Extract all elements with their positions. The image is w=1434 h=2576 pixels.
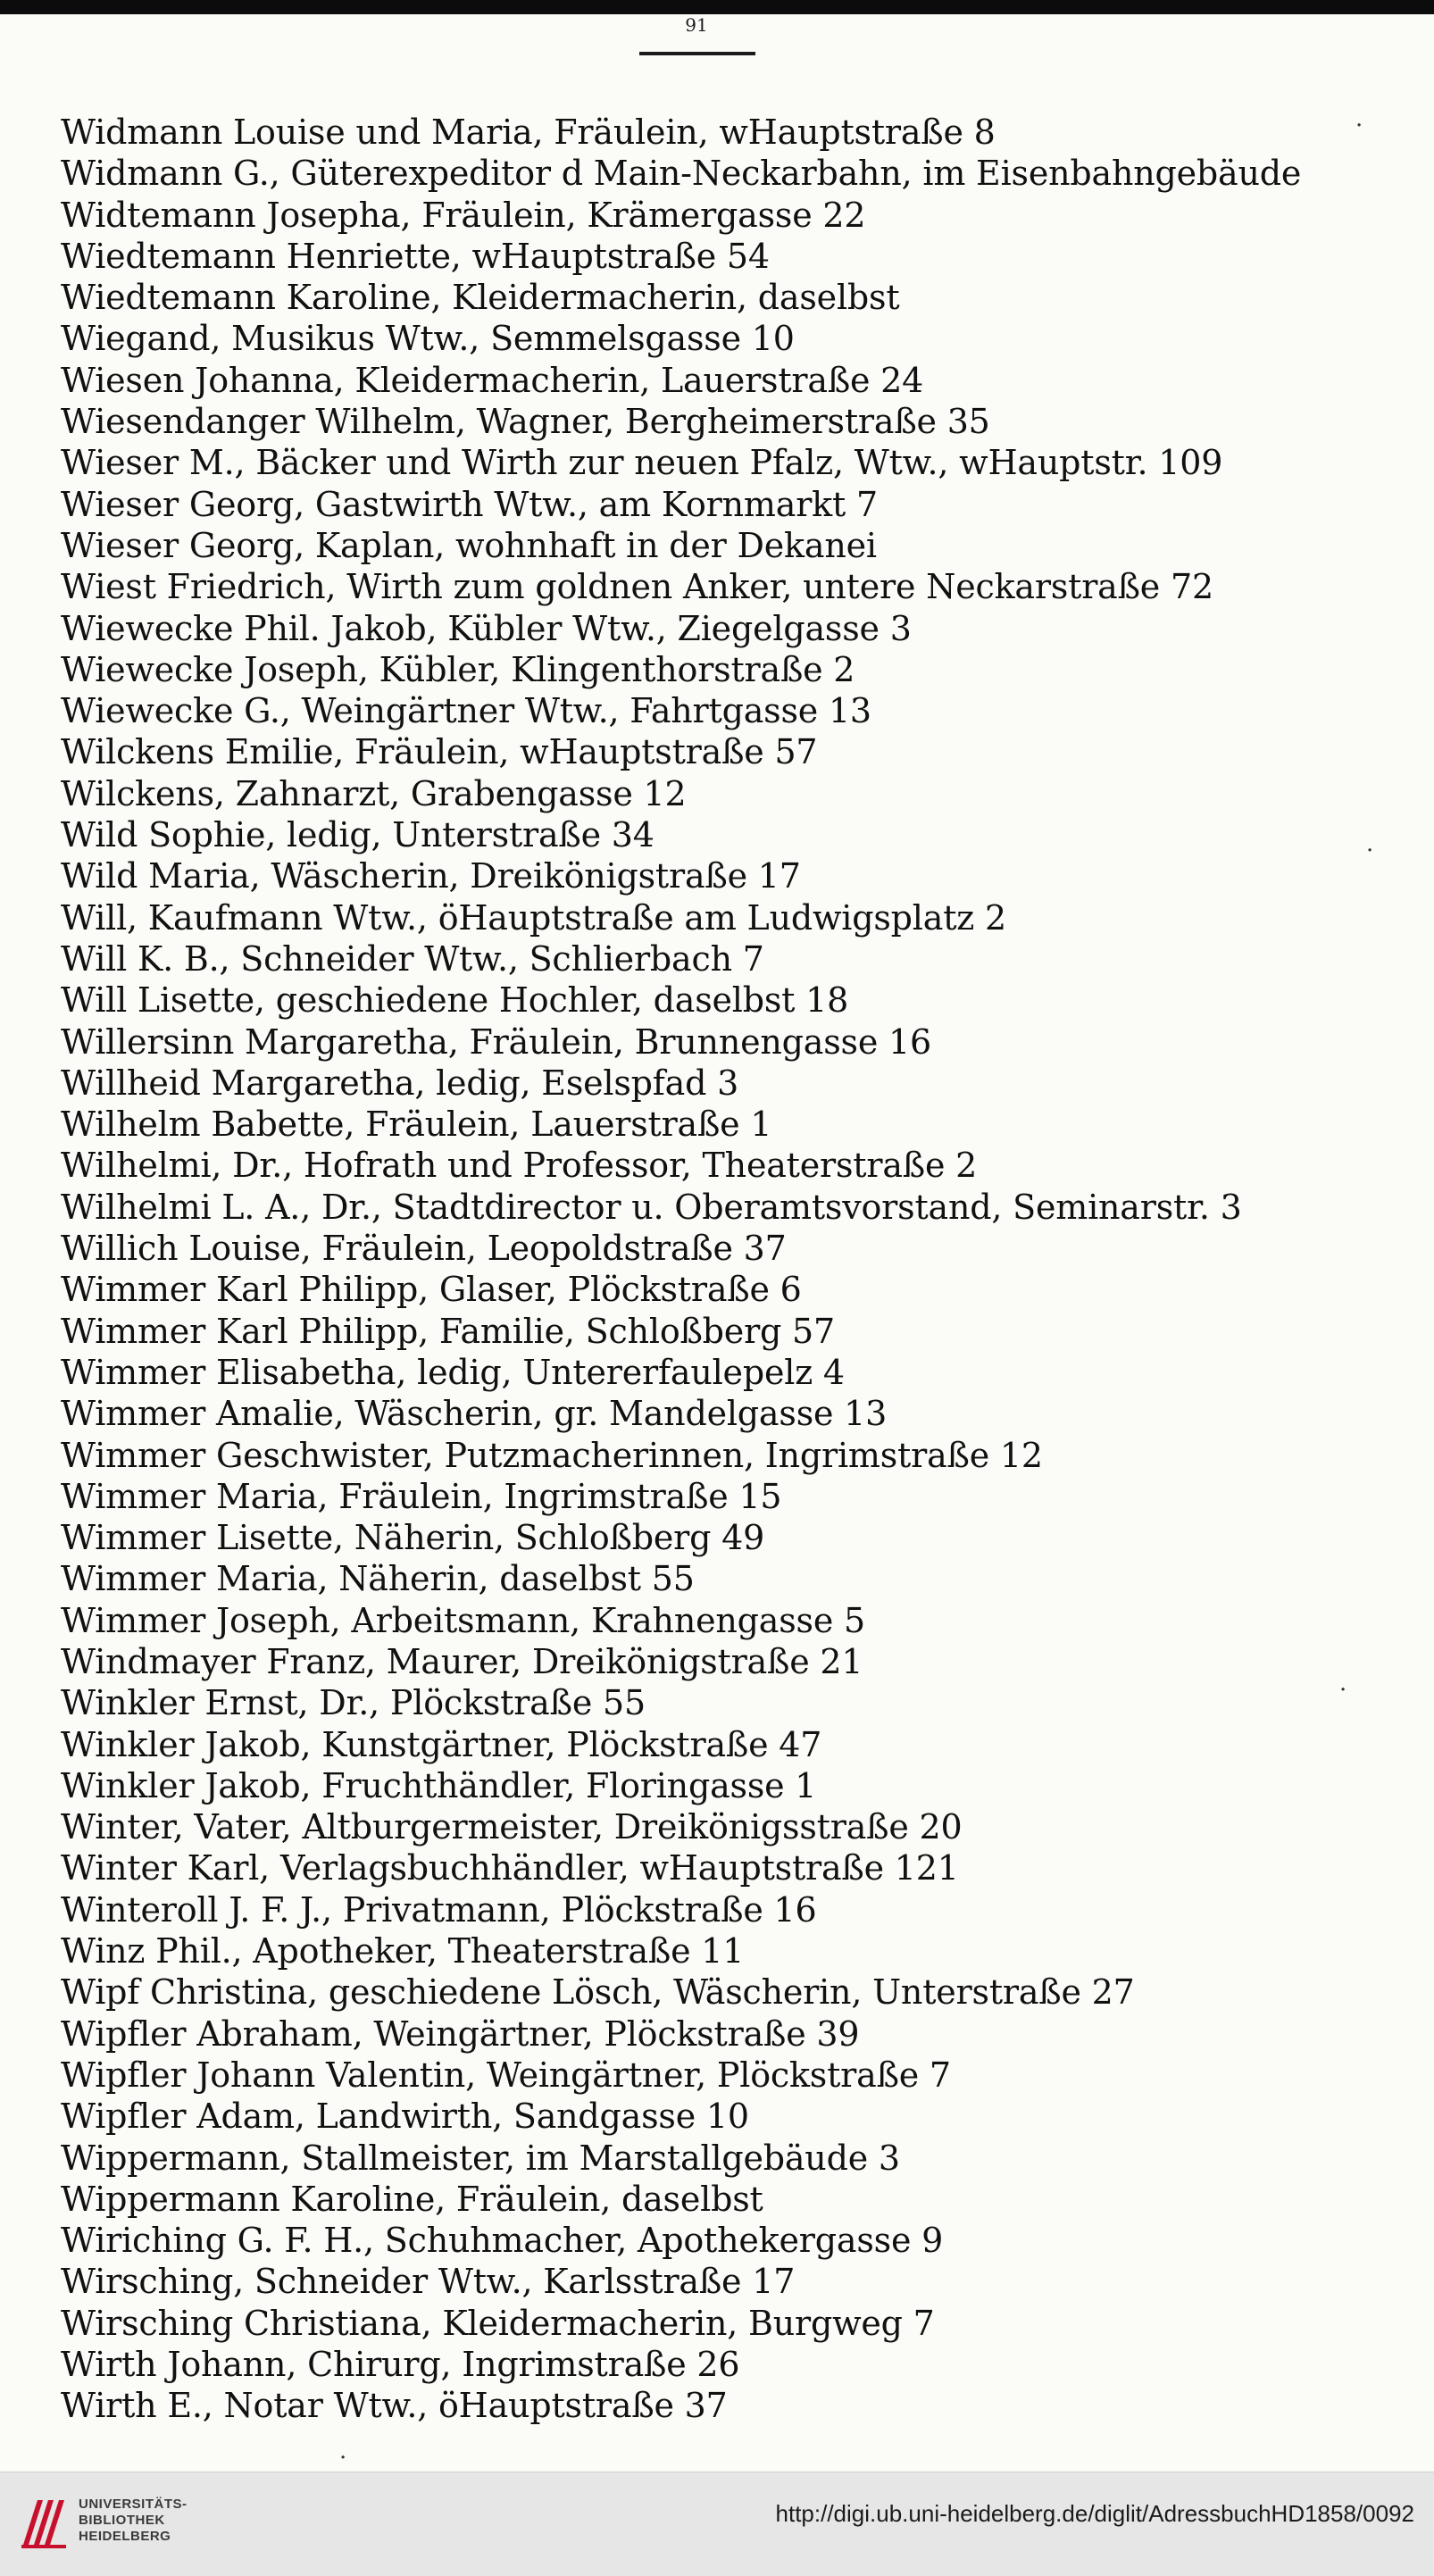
directory-entry: Wiedtemann Karoline, Kleidermacherin, daselbst	[61, 278, 900, 318]
directory-entry: Widmann G., Güterexpeditor d Main-Neckarbahn, im Eisenbahngebäude	[61, 154, 1302, 194]
directory-entry: Winkler Ernst, Dr., Plöckstraße 55	[61, 1683, 646, 1723]
library-name	[79, 2497, 266, 2545]
directory-entry: Wieser Georg, Gastwirth Wtw., am Kornmarkt 7	[61, 484, 878, 524]
directory-entry: Wiewecke Phil. Jakob, Kübler Wtw., Ziegelgasse 3	[61, 608, 912, 648]
directory-entry: Wipfler Adam, Landwirth, Sandgasse 10	[61, 2097, 749, 2137]
directory-entry: Winz Phil., Apotheker, Theaterstraße 11	[61, 1931, 745, 1972]
directory-entry: Wilhelmi, Dr., Hofrath und Professor, Theaterstraße 2	[61, 1146, 978, 1186]
directory-entry: Wirth Johann, Chirurg, Ingrimstraße 26	[61, 2345, 740, 2385]
directory-entry: Windmayer Franz, Maurer, Dreikönigstraße 21	[61, 1641, 863, 1681]
bleed-mark: ·	[1339, 1677, 1347, 1704]
directory-entry: Willersinn Margaretha, Fräulein, Brunnengasse 16	[61, 1021, 931, 1062]
directory-entry: Wiesen Johanna, Kleidermacherin, Lauerstraße 24	[61, 360, 924, 400]
directory-entry: Wiriching G. F. H., Schuhmacher, Apothekergasse 9	[61, 2221, 944, 2261]
library-name-line: HEIDELBERG	[79, 2529, 171, 2544]
directory-entry: Wilhelm Babette, Fräulein, Lauerstraße 1	[61, 1105, 772, 1145]
library-logo-icon	[16, 2491, 70, 2554]
directory-entry: Wippermann Karoline, Fräulein, daselbst	[61, 2179, 763, 2219]
directory-entry: Wiewecke G., Weingärtner Wtw., Fahrtgasse 13	[61, 691, 871, 731]
directory-entries	[61, 112, 1382, 2427]
directory-entry: Will Lisette, geschiedene Hochler, daselbst 18	[61, 980, 849, 1021]
top-border-rule	[0, 0, 1434, 14]
directory-entry: Wirsching, Schneider Wtw., Karlsstraße 17	[61, 2262, 796, 2302]
directory-entry: Will, Kaufmann Wtw., öHauptstraße am Ludwigsplatz 2	[61, 897, 1006, 938]
directory-entry: Wilckens, Zahnarzt, Grabengasse 12	[61, 773, 687, 813]
directory-entry: Winteroll J. F. J., Privatmann, Plöckstraße 16	[61, 1889, 817, 1930]
directory-entry: Wipfler Johann Valentin, Weingärtner, Plöckstraße 7	[61, 2055, 951, 2095]
directory-entry: Widmann Louise und Maria, Fräulein, wHauptstraße 8	[61, 113, 996, 152]
directory-entry: Wimmer Maria, Fräulein, Ingrimstraße 15	[61, 1476, 782, 1516]
directory-entry: Winkler Jakob, Kunstgärtner, Plöckstraße 47	[61, 1724, 822, 1764]
directory-entry: Will K. B., Schneider Wtw., Schlierbach 7	[61, 938, 764, 979]
directory-entry: Wimmer Elisabetha, ledig, Untererfaulepelz 4	[61, 1352, 845, 1392]
library-name-line: BIBLIOTHEK	[79, 2513, 165, 2528]
directory-entry: Wipfler Abraham, Weingärtner, Plöckstraße 39	[61, 2013, 860, 2054]
directory-entry: Wiegand, Musikus Wtw., Semmelsgasse 10	[61, 319, 795, 359]
library-name-line: UNIVERSITÄTS-	[79, 2497, 188, 2512]
directory-entry: Wirsching Christiana, Kleidermacherin, Burgweg 7	[61, 2303, 935, 2343]
source-url-link[interactable]: http://digi.ub.uni-heidelberg.de/diglit/AdressbuchHD1858/0092	[775, 2500, 1414, 2527]
directory-entry: Wieser Georg, Kaplan, wohnhaft in der Dekanei	[61, 525, 877, 565]
directory-entry: Wimmer Joseph, Arbeitsmann, Krahnengasse 5	[61, 1600, 865, 1640]
directory-entry: Wiesendanger Wilhelm, Wagner, Bergheimerstraße 35	[61, 402, 990, 442]
directory-entry: Wirth E., Notar Wtw., öHauptstraße 37	[61, 2386, 728, 2426]
directory-entry: Wimmer Karl Philipp, Glaser, Plöckstraße 6	[61, 1270, 802, 1310]
directory-entry: Wilhelmi L. A., Dr., Stadtdirector u. Oberamtsvorstand, Seminarstr. 3	[61, 1187, 1242, 1227]
directory-entry: Wieser M., Bäcker und Wirth zur neuen Pfalz, Wtw., wHauptstr. 109	[61, 443, 1223, 483]
directory-entry: Wimmer Karl Philipp, Familie, Schloßberg 57	[61, 1311, 836, 1351]
directory-entry: Wimmer Geschwister, Putzmacherinnen, Ingrimstraße 12	[61, 1435, 1043, 1475]
directory-entry: Winter, Vater, Altburgermeister, Dreikönigsstraße 20	[61, 1807, 963, 1847]
directory-entry: Winkler Jakob, Fruchthändler, Floringasse 1	[61, 1765, 817, 1805]
directory-entry: Wild Maria, Wäscherin, Dreikönigstraße 17	[61, 856, 801, 896]
directory-entry: Wiedtemann Henriette, wHauptstraße 54	[61, 236, 770, 276]
directory-entry: Wimmer Maria, Näherin, daselbst 55	[61, 1559, 695, 1599]
directory-entry: Widtemann Josepha, Fräulein, Krämergasse 22	[61, 195, 866, 235]
directory-entry: Wild Sophie, ledig, Unterstraße 34	[61, 815, 654, 855]
bleed-mark: ·	[1366, 838, 1374, 864]
header-rule	[639, 52, 755, 55]
directory-entry: Wilckens Emilie, Fräulein, wHauptstraße 57	[61, 732, 818, 772]
directory-entry: Wimmer Lisette, Näherin, Schloßberg 49	[61, 1518, 765, 1558]
directory-entry: Wippermann, Stallmeister, im Marstallgebäude 3	[61, 2138, 900, 2178]
directory-entry: Wipf Christina, geschiedene Lösch, Wäscherin, Unterstraße 27	[61, 1972, 1135, 2013]
directory-entry: Willich Louise, Fräulein, Leopoldstraße 37	[61, 1229, 787, 1269]
bleed-mark: ·	[339, 2445, 347, 2472]
directory-entry: Winter Karl, Verlagsbuchhändler, wHauptstraße 121	[61, 1848, 959, 1888]
directory-entry: Wiewecke Joseph, Kübler, Klingenthorstraße 2	[61, 649, 855, 689]
page-number: 91	[685, 14, 708, 36]
bleed-mark: ·	[1355, 113, 1363, 139]
directory-entry: Wimmer Amalie, Wäscherin, gr. Mandelgasse 13	[61, 1394, 888, 1434]
directory-entry: Willheid Margaretha, ledig, Eselspfad 3	[61, 1063, 739, 1103]
directory-entry: Wiest Friedrich, Wirth zum goldnen Anker, untere Neckarstraße 72	[61, 567, 1213, 607]
